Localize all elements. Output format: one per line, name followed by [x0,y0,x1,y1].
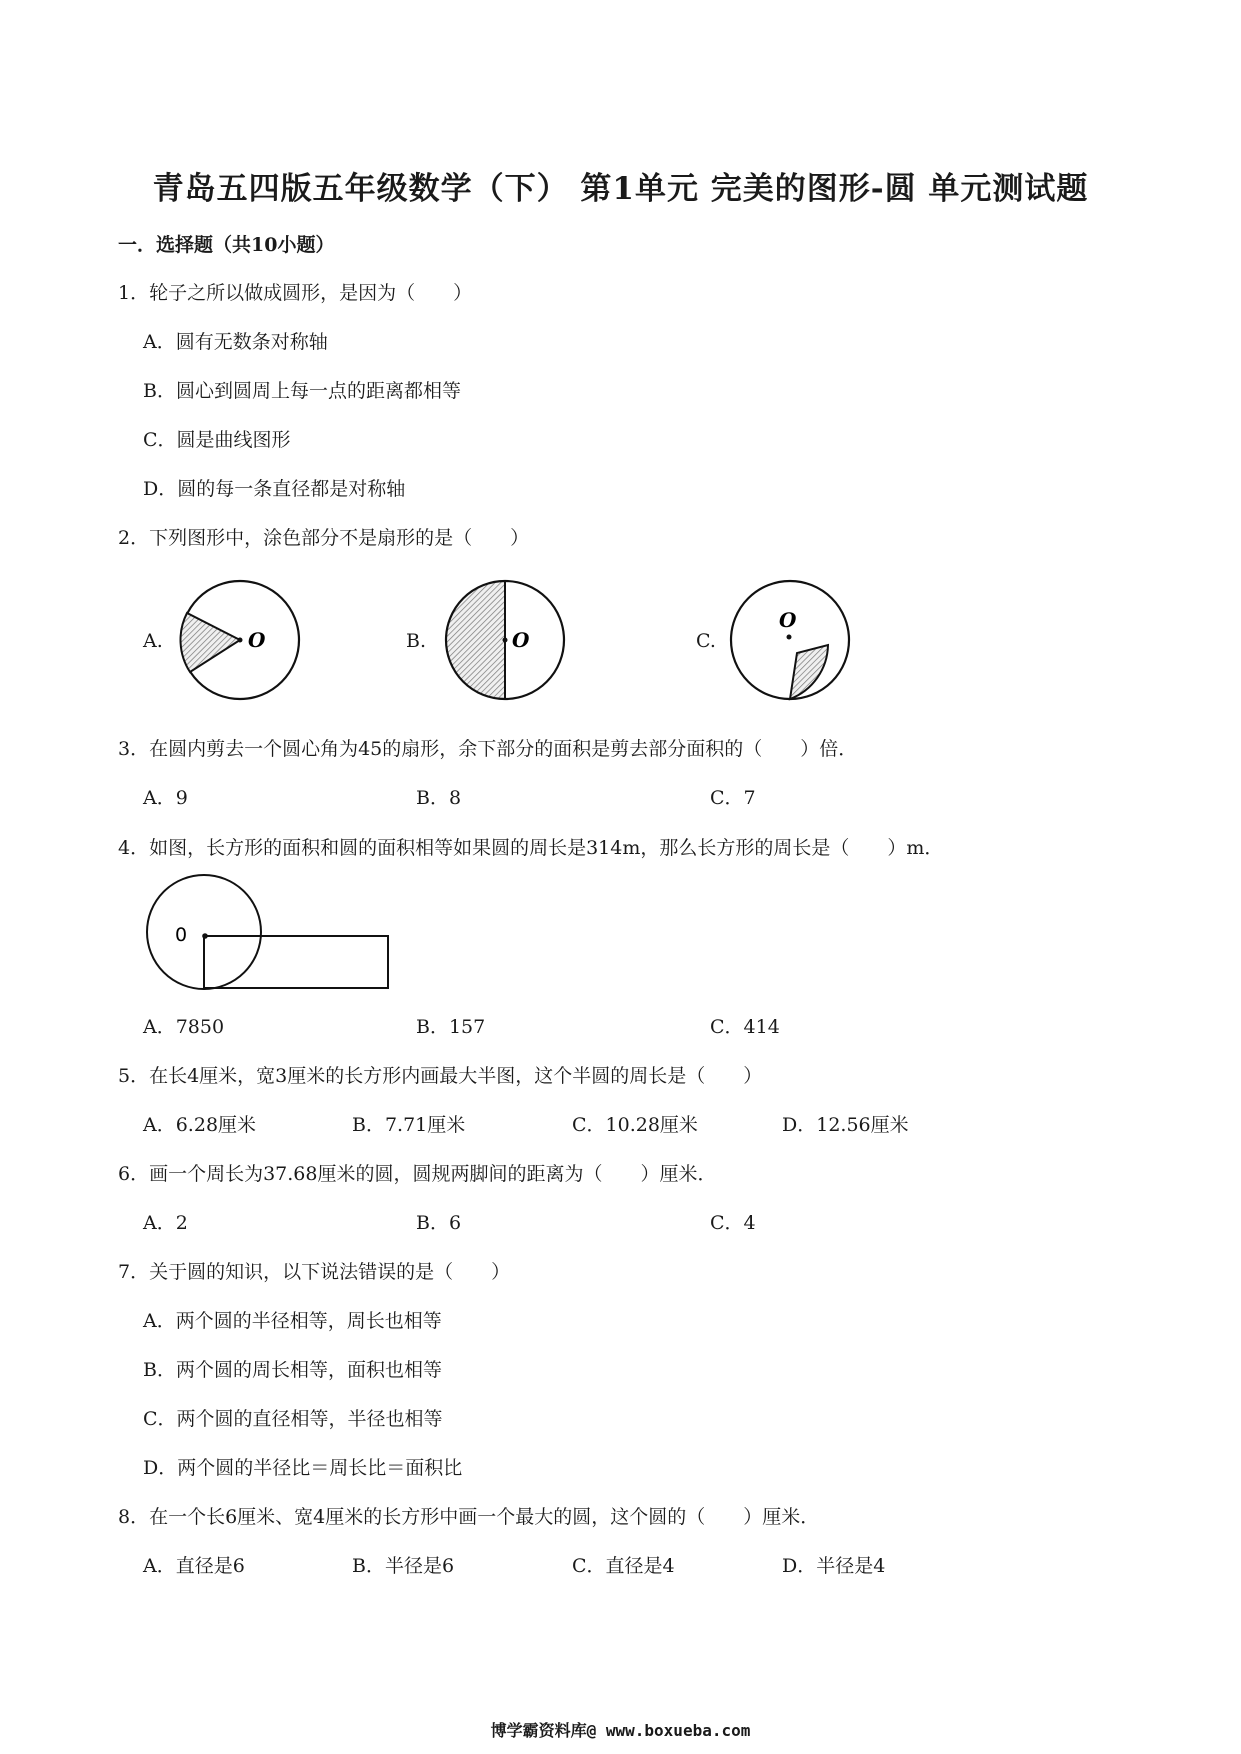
question-7-option-c[interactable]: C．两个圆的直径相等，半径也相等 [143,1408,443,1430]
section-heading: 一．选择题（共10小题） [118,234,335,256]
question-4-option-c[interactable]: C．414 [710,1016,780,1038]
page-title: 青岛五四版五年级数学（下） 第1单元 完美的图形-圆 单元测试题 [152,171,1089,207]
question-2-stem: 2．下列图形中，涂色部分不是扇形的是（ ） [118,527,530,549]
question-1-option-a[interactable]: A．圆有无数条对称轴 [143,331,328,353]
figure-circle-c [725,575,855,705]
question-6-option-b[interactable]: B．6 [416,1212,462,1234]
figure-circle-rectangle [140,872,400,992]
question-6-option-a[interactable]: A．2 [143,1212,188,1234]
rectangle-shape [204,936,388,988]
question-5-option-a[interactable]: A．6.28厘米 [143,1114,257,1136]
question-1-option-c[interactable]: C．圆是曲线图形 [143,429,291,451]
question-4-stem: 4．如图，长方形的面积和圆的面积相等如果圆的周长是314m，那么长方形的周长是（ ）m． [118,837,944,859]
question-2-option-b[interactable]: B. [406,630,427,652]
question-2-option-c[interactable]: C. [696,630,716,652]
question-8-option-b[interactable]: B．半径是6 [352,1555,455,1577]
question-4-option-b[interactable]: B．157 [416,1016,486,1038]
question-1-stem: 1．轮子之所以做成圆形，是因为（ ） [118,282,473,304]
question-4-option-a[interactable]: A．7850 [143,1016,225,1038]
question-2-option-a[interactable]: A. [143,630,163,652]
figure-circle-b [440,575,570,705]
question-1-option-d[interactable]: D．圆的每一条直径都是对称轴 [143,478,406,500]
question-8-option-d[interactable]: D．半径是4 [782,1555,886,1577]
center-label-a: O [248,628,266,652]
question-5-option-c[interactable]: C．10.28厘米 [572,1114,698,1136]
shaded-half [446,581,505,699]
question-7-stem: 7．关于圆的知识，以下说法错误的是（ ） [118,1261,511,1283]
center-label-b: O [512,628,530,652]
shaded-region [790,645,828,699]
question-1-option-b[interactable]: B．圆心到圆周上每一点的距离都相等 [143,380,461,402]
question-7-option-d[interactable]: D．两个圆的半径比＝周长比＝面积比 [143,1457,463,1479]
question-3-option-b[interactable]: B．8 [416,787,462,809]
shaded-sector [181,613,240,672]
question-3-option-c[interactable]: C．7 [710,787,756,809]
figure-circle-a [180,575,310,705]
question-6-stem: 6．画一个周长为37.68厘米的圆，圆规两脚间的距离为（ ）厘米． [118,1163,717,1185]
question-5-option-d[interactable]: D．12.56厘米 [782,1114,909,1136]
question-3-option-a[interactable]: A．9 [143,787,188,809]
question-5-option-b[interactable]: B．7.71厘米 [352,1114,466,1136]
question-8-option-a[interactable]: A．直径是6 [143,1555,245,1577]
circle-center-label: 0 [175,924,188,946]
question-7-option-a[interactable]: A．两个圆的半径相等，周长也相等 [143,1310,442,1332]
footer-watermark: 博学霸资料库@ www.boxueba.com [490,1721,751,1740]
question-5-stem: 5．在长4厘米，宽3厘米的长方形内画最大半图，这个半圆的周长是（ ） [118,1065,763,1087]
center-label-c: O [779,608,797,632]
question-6-option-c[interactable]: C．4 [710,1212,756,1234]
question-3-stem: 3．在圆内剪去一个圆心角为45的扇形，余下部分的面积是剪去部分面积的（ ）倍． [118,738,858,760]
question-7-option-b[interactable]: B．两个圆的周长相等，面积也相等 [143,1359,442,1381]
question-8-stem: 8．在一个长6厘米、宽4厘米的长方形中画一个最大的圆，这个圆的（ ）厘米． [118,1506,820,1528]
question-8-option-c[interactable]: C．直径是4 [572,1555,675,1577]
